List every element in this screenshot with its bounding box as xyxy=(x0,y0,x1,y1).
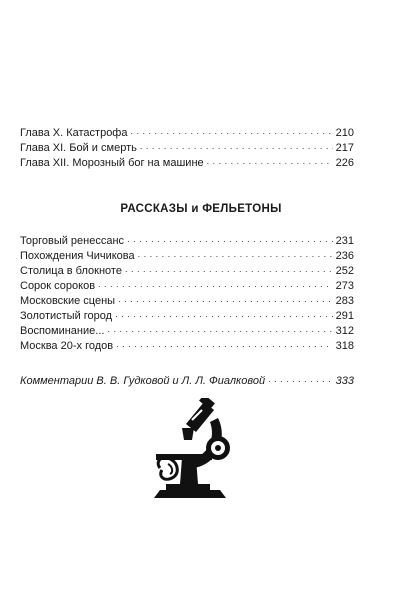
toc-page-number: 210 xyxy=(335,127,354,139)
toc-page-number: 236 xyxy=(335,250,354,262)
microscope-icon xyxy=(146,398,240,502)
dot-leader xyxy=(115,309,333,319)
toc-label: Столица в блокноте xyxy=(20,265,122,277)
toc-page-number: 252 xyxy=(335,265,354,277)
toc-page-number: 318 xyxy=(335,340,354,352)
toc-label: Воспоминание... xyxy=(20,325,105,337)
toc-row xyxy=(20,309,354,324)
toc-page-number: 217 xyxy=(335,142,354,154)
toc-row xyxy=(20,156,354,171)
toc-row xyxy=(20,141,354,156)
toc-row xyxy=(20,374,354,389)
dot-leader xyxy=(118,294,333,304)
toc-label: Торговый ренессанс xyxy=(20,235,125,247)
toc-page-number: 283 xyxy=(335,295,354,307)
commentary-entry xyxy=(20,374,354,389)
toc-label: Глава XII. Морозный бог на машине xyxy=(20,157,204,169)
toc-label: Комментарии В. В. Гудковой и Л. Л. Фиалковой xyxy=(20,375,266,387)
toc-label: Глава X. Катастрофа xyxy=(20,127,128,139)
toc-row xyxy=(20,339,354,354)
dot-leader xyxy=(207,156,333,166)
dot-leader xyxy=(127,234,333,244)
toc-page-number: 333 xyxy=(335,375,354,387)
dot-leader xyxy=(98,279,333,289)
toc-row xyxy=(20,324,354,339)
toc-label: Глава XI. Бой и смерть xyxy=(20,142,137,154)
chapter-list xyxy=(20,126,354,171)
dot-leader xyxy=(130,126,332,136)
toc-row xyxy=(20,126,354,141)
toc-page-number: 273 xyxy=(335,280,354,292)
dot-leader xyxy=(125,264,333,274)
toc-page-number: 291 xyxy=(335,310,354,322)
toc-page-number: 231 xyxy=(335,235,354,247)
toc-page-number: 312 xyxy=(335,325,354,337)
toc-row xyxy=(20,249,354,264)
toc-row xyxy=(20,234,354,249)
stories-list xyxy=(20,234,354,354)
toc-label: Золотистый город xyxy=(20,310,113,322)
dot-leader xyxy=(107,324,332,334)
toc-row xyxy=(20,264,354,279)
toc-page-number: 226 xyxy=(335,157,354,169)
dot-leader xyxy=(140,141,333,151)
dot-leader xyxy=(138,249,333,259)
dot-leader xyxy=(268,374,333,384)
toc-label: Похождения Чичикова xyxy=(20,250,135,262)
toc-label: Московские сцены xyxy=(20,295,116,307)
toc-row xyxy=(20,294,354,309)
toc-row xyxy=(20,279,354,294)
toc-label: Сорок сороков xyxy=(20,280,96,292)
toc-label: Москва 20-х годов xyxy=(20,340,114,352)
dot-leader xyxy=(116,339,333,349)
section-title: РАССКАЗЫ и ФЕЛЬЕТОНЫ xyxy=(120,203,282,215)
